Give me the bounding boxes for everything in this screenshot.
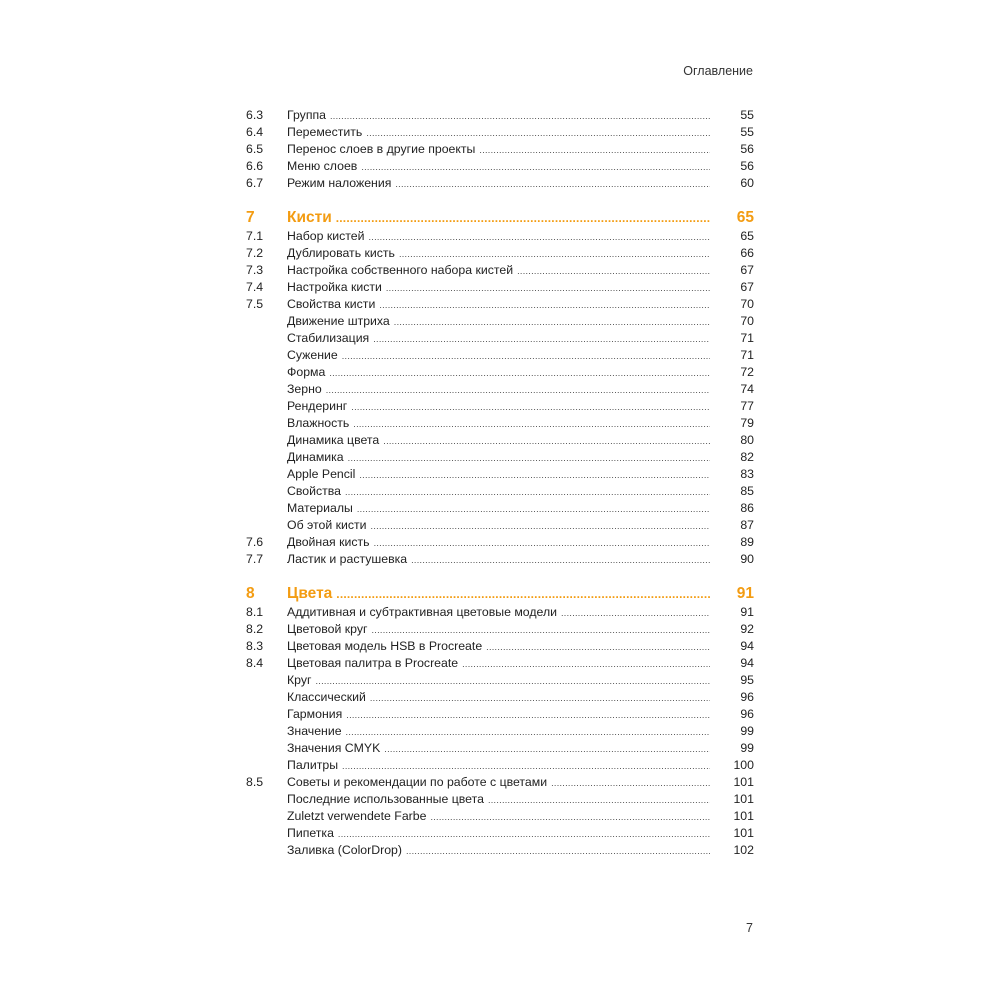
toc-page-number: 87 bbox=[740, 518, 754, 532]
toc-title: Материалы bbox=[287, 501, 353, 515]
toc-title: Гармония bbox=[287, 707, 343, 721]
toc-number: 8 bbox=[246, 585, 255, 602]
toc-title: Группа bbox=[287, 108, 326, 122]
toc-leader-dots bbox=[517, 263, 710, 280]
toc-title: Об этой кисти bbox=[287, 518, 367, 532]
toc-row bbox=[246, 825, 754, 842]
toc-row bbox=[246, 245, 754, 262]
toc-title: Пипетка bbox=[287, 826, 334, 840]
toc-leader-dots bbox=[366, 125, 710, 142]
toc-leader-dots bbox=[462, 656, 710, 673]
toc-leader-dots bbox=[561, 605, 710, 622]
toc-row bbox=[246, 381, 754, 398]
toc-row bbox=[246, 347, 754, 364]
toc-title: Движение штриха bbox=[287, 314, 390, 328]
toc-leader-dots bbox=[361, 159, 710, 176]
toc-number: 6.3 bbox=[246, 108, 264, 122]
toc-number: 7.5 bbox=[246, 297, 264, 311]
toc-title: Свойства bbox=[287, 484, 341, 498]
table-of-contents bbox=[246, 107, 754, 859]
toc-page-number: 55 bbox=[740, 108, 754, 122]
toc-row bbox=[246, 534, 754, 551]
toc-number: 8.3 bbox=[246, 639, 264, 653]
toc-row bbox=[246, 279, 754, 296]
toc-number: 6.7 bbox=[246, 176, 264, 190]
toc-page-number: 94 bbox=[740, 656, 754, 670]
toc-row bbox=[246, 107, 754, 124]
page-number: 7 bbox=[746, 921, 753, 935]
toc-number: 7.7 bbox=[246, 552, 264, 566]
toc-row bbox=[246, 551, 754, 568]
toc-page-number: 71 bbox=[740, 348, 754, 362]
toc-title: Меню слоев bbox=[287, 159, 358, 173]
toc-leader-dots bbox=[368, 229, 710, 246]
toc-row bbox=[246, 313, 754, 330]
toc-title: Палитры bbox=[287, 758, 339, 772]
toc-title: Цветовой круг bbox=[287, 622, 368, 636]
toc-leader-dots bbox=[372, 622, 711, 639]
toc-row bbox=[246, 398, 754, 415]
toc-page-number: 83 bbox=[740, 467, 754, 481]
toc-leader-dots bbox=[399, 246, 710, 263]
toc-title: Цветовая палитра в Procreate bbox=[287, 656, 459, 670]
toc-number: 7.6 bbox=[246, 535, 264, 549]
toc-number: 7 bbox=[246, 209, 255, 226]
toc-row bbox=[246, 228, 754, 245]
toc-page-number: 90 bbox=[740, 552, 754, 566]
toc-title: Аддитивная и субтрактивная цветовые модели bbox=[287, 605, 557, 619]
toc-row bbox=[246, 672, 754, 689]
toc-leader-dots bbox=[373, 331, 710, 348]
toc-row bbox=[246, 500, 754, 517]
toc-title: Ластик и растушевка bbox=[287, 552, 408, 566]
toc-number: 7.3 bbox=[246, 263, 264, 277]
toc-page-number: 82 bbox=[740, 450, 754, 464]
toc-page-number: 70 bbox=[740, 297, 754, 311]
toc-leader-dots bbox=[345, 484, 710, 501]
toc-page-number: 101 bbox=[733, 792, 754, 806]
toc-title: Сужение bbox=[287, 348, 338, 362]
toc-row bbox=[246, 621, 754, 638]
toc-row bbox=[246, 449, 754, 466]
toc-leader-dots bbox=[370, 690, 710, 707]
toc-leader-dots bbox=[336, 208, 710, 228]
toc-page-number: 99 bbox=[740, 724, 754, 738]
toc-leader-dots bbox=[342, 758, 710, 775]
toc-number: 6.4 bbox=[246, 125, 264, 139]
toc-page-number: 89 bbox=[740, 535, 754, 549]
toc-leader-dots bbox=[326, 382, 710, 399]
toc-number: 6.5 bbox=[246, 142, 264, 156]
toc-number: 8.4 bbox=[246, 656, 264, 670]
toc-page-number: 74 bbox=[740, 382, 754, 396]
toc-row bbox=[246, 723, 754, 740]
toc-leader-dots bbox=[384, 741, 710, 758]
toc-title: Apple Pencil bbox=[287, 467, 356, 481]
toc-row bbox=[246, 483, 754, 500]
toc-page-number: 80 bbox=[740, 433, 754, 447]
toc-leader-dots bbox=[488, 792, 710, 809]
toc-page-number: 60 bbox=[740, 176, 754, 190]
toc-page-number: 72 bbox=[740, 365, 754, 379]
toc-leader-dots bbox=[330, 108, 710, 125]
toc-title: Форма bbox=[287, 365, 326, 379]
toc-row bbox=[246, 466, 754, 483]
toc-title: Значение bbox=[287, 724, 342, 738]
toc-leader-dots bbox=[551, 775, 710, 792]
toc-title: Цвета bbox=[287, 585, 333, 602]
toc-leader-dots bbox=[348, 450, 710, 467]
toc-title: Набор кистей bbox=[287, 229, 365, 243]
toc-page-number: 95 bbox=[740, 673, 754, 687]
toc-leader-dots bbox=[386, 280, 710, 297]
toc-leader-dots bbox=[342, 348, 710, 365]
toc-page-number: 70 bbox=[740, 314, 754, 328]
toc-leader-dots bbox=[394, 314, 710, 331]
toc-title: Влажность bbox=[287, 416, 350, 430]
toc-leader-dots bbox=[371, 518, 710, 535]
toc-row bbox=[246, 415, 754, 432]
toc-leader-dots bbox=[486, 639, 710, 656]
toc-row bbox=[246, 740, 754, 757]
toc-title: Перенос слоев в другие проекты bbox=[287, 142, 476, 156]
toc-leader-dots bbox=[346, 724, 710, 741]
toc-page-number: 55 bbox=[740, 125, 754, 139]
toc-row bbox=[246, 774, 754, 791]
toc-page-number: 101 bbox=[733, 826, 754, 840]
toc-row bbox=[246, 808, 754, 825]
toc-row bbox=[246, 432, 754, 449]
toc-row bbox=[246, 330, 754, 347]
toc-title: Двойная кисть bbox=[287, 535, 370, 549]
toc-leader-dots bbox=[379, 297, 710, 314]
toc-title: Круг bbox=[287, 673, 312, 687]
toc-leader-dots bbox=[359, 467, 710, 484]
toc-number: 8.1 bbox=[246, 605, 264, 619]
toc-page-number: 99 bbox=[740, 741, 754, 755]
toc-title: Стабилизация bbox=[287, 331, 370, 345]
toc-number: 7.4 bbox=[246, 280, 264, 294]
toc-title: Кисти bbox=[287, 209, 332, 226]
toc-page-number: 100 bbox=[733, 758, 754, 772]
toc-title: Цветовая модель HSB в Procreate bbox=[287, 639, 483, 653]
toc-row bbox=[246, 655, 754, 672]
toc-row bbox=[246, 757, 754, 774]
toc-row bbox=[246, 517, 754, 534]
toc-number: 8.2 bbox=[246, 622, 264, 636]
toc-title: Zuletzt verwendete Farbe bbox=[287, 809, 427, 823]
toc-title: Советы и рекомендации по работе с цветами bbox=[287, 775, 548, 789]
toc-title: Дублировать кисть bbox=[287, 246, 395, 260]
toc-page-number: 65 bbox=[736, 209, 754, 226]
toc-title: Заливка (ColorDrop) bbox=[287, 843, 402, 857]
toc-title: Рендеринг bbox=[287, 399, 348, 413]
toc-page-number: 71 bbox=[740, 331, 754, 345]
toc-leader-dots bbox=[336, 584, 710, 604]
toc-row bbox=[246, 604, 754, 621]
toc-title: Настройка кисти bbox=[287, 280, 382, 294]
toc-page-number: 67 bbox=[740, 263, 754, 277]
toc-page-number: 77 bbox=[740, 399, 754, 413]
toc-page-number: 102 bbox=[733, 843, 754, 857]
toc-row bbox=[246, 638, 754, 655]
toc-page-number: 91 bbox=[736, 585, 754, 602]
toc-title: Классический bbox=[287, 690, 366, 704]
toc-number: 6.6 bbox=[246, 159, 264, 173]
toc-page-number: 101 bbox=[733, 809, 754, 823]
toc-page-number: 92 bbox=[740, 622, 754, 636]
toc-leader-dots bbox=[395, 176, 710, 193]
toc-page-number: 56 bbox=[740, 142, 754, 156]
toc-number: 7.2 bbox=[246, 246, 264, 260]
toc-page-number: 91 bbox=[740, 605, 754, 619]
toc-page-number: 66 bbox=[740, 246, 754, 260]
toc-number: 8.5 bbox=[246, 775, 264, 789]
toc-title: Настройка собственного набора кистей bbox=[287, 263, 514, 277]
toc-row bbox=[246, 158, 754, 175]
toc-row bbox=[246, 689, 754, 706]
toc-leader-dots bbox=[430, 809, 710, 826]
toc-page-number: 65 bbox=[740, 229, 754, 243]
toc-leader-dots bbox=[329, 365, 710, 382]
toc-leader-dots bbox=[374, 535, 710, 552]
toc-title: Значения CMYK bbox=[287, 741, 381, 755]
toc-leader-dots bbox=[383, 433, 710, 450]
toc-leader-dots bbox=[338, 826, 710, 843]
toc-title: Последние использованные цвета bbox=[287, 792, 484, 806]
toc-title: Динамика bbox=[287, 450, 344, 464]
toc-title: Свойства кисти bbox=[287, 297, 376, 311]
toc-page-number: 85 bbox=[740, 484, 754, 498]
toc-row bbox=[246, 791, 754, 808]
running-header: Оглавление bbox=[683, 64, 753, 78]
toc-row bbox=[246, 141, 754, 158]
toc-page-number: 101 bbox=[733, 775, 754, 789]
toc-page-number: 86 bbox=[740, 501, 754, 515]
toc-leader-dots bbox=[357, 501, 710, 518]
toc-row bbox=[246, 706, 754, 723]
toc-page-number: 79 bbox=[740, 416, 754, 430]
toc-page-number: 96 bbox=[740, 690, 754, 704]
toc-title: Переместить bbox=[287, 125, 363, 139]
toc-title: Режим наложения bbox=[287, 176, 392, 190]
toc-leader-dots bbox=[479, 142, 710, 159]
toc-page-number: 94 bbox=[740, 639, 754, 653]
toc-page-number: 67 bbox=[740, 280, 754, 294]
toc-title: Зерно bbox=[287, 382, 322, 396]
toc-page-number: 56 bbox=[740, 159, 754, 173]
toc-leader-dots bbox=[351, 399, 710, 416]
toc-leader-dots bbox=[411, 552, 710, 569]
toc-page-number: 96 bbox=[740, 707, 754, 721]
toc-number: 7.1 bbox=[246, 229, 264, 243]
toc-row bbox=[246, 842, 754, 859]
toc-row bbox=[246, 364, 754, 381]
toc-chapter-row bbox=[246, 208, 754, 228]
toc-chapter-row bbox=[246, 584, 754, 604]
toc-row bbox=[246, 296, 754, 313]
toc-leader-dots bbox=[406, 843, 710, 860]
toc-leader-dots bbox=[346, 707, 710, 724]
toc-row bbox=[246, 262, 754, 279]
toc-row bbox=[246, 175, 754, 192]
toc-leader-dots bbox=[353, 416, 710, 433]
toc-title: Динамика цвета bbox=[287, 433, 380, 447]
toc-row bbox=[246, 124, 754, 141]
toc-leader-dots bbox=[316, 673, 711, 690]
